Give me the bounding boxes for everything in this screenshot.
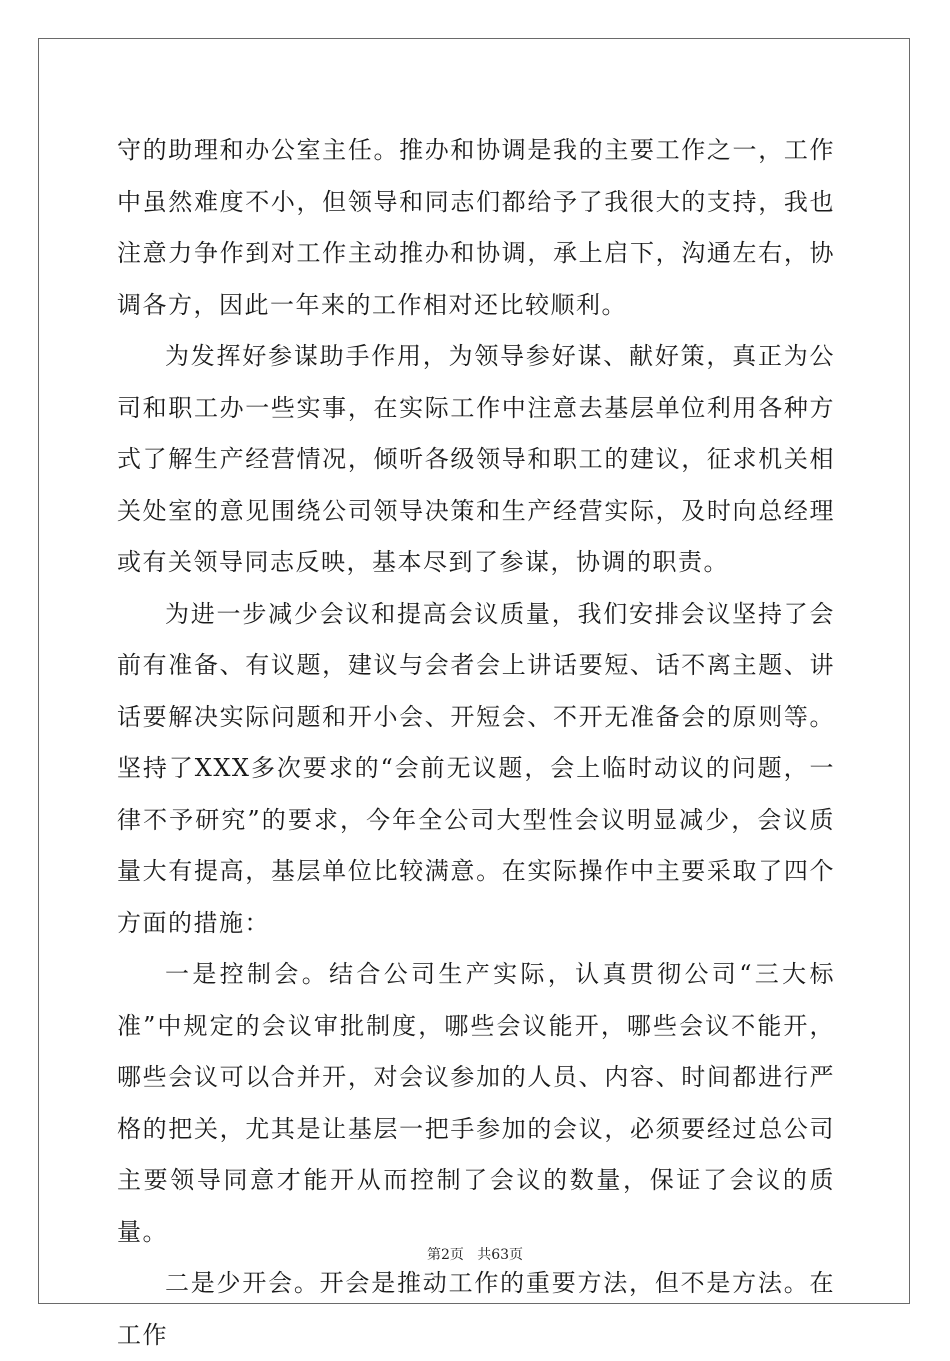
- paragraph-3: 为进一步减少会议和提高会议质量，我们安排会议坚持了会前有准备、有议题，建议与会者会上讲话要短、话不离主题、讲话要解决实际问题和开小会、开短会、不开无准备会的原则等。坚持了XXX多次要求的“会前无议题，会上临时动议的问题，一律不予研究”的要求，今年全公司大型性会议明显减少，会议质量大有提高，基层单位比较满意。在实际操作中主要采取了四个方面的措施：: [117, 599, 835, 937]
- paragraph-4: 一是控制会。结合公司生产实际，认真贯彻公司“三大标准”中规定的会议审批制度，哪些会议能开，哪些会议不能开，哪些会议可以合并开，对会议参加的人员、内容、时间都进行严格的把关，尤其是让基层一把手参加的会议，必须要经过总公司主要领导同意才能开从而控制了会议的数量，保证了会议的质量。: [117, 960, 835, 1246]
- paragraph-2: 为发挥好参谋助手作用，为领导参好谋、献好策，真正为公司和职工办一些实事，在实际工作中注意去基层单位利用各种方式了解生产经营情况，倾听各级领导和职工的建议，征求机关相关处室的意见围绕公司领导决策和生产经营实际，及时向总经理或有关领导同志反映，基本尽到了参谋，协调的职责。: [117, 342, 835, 576]
- page-number-footer: 第2页 共63页: [426, 1247, 524, 1263]
- document-body: [117, 125, 835, 1361]
- paragraph-5: 二是少开会。开会是推动工作的重要方法，但不是方法。在工作: [117, 1269, 835, 1349]
- paragraph-1: 守的助理和办公室主任。推办和协调是我的主要工作之一，工作中虽然难度不小，但领导和同志们都给予了我很大的支持，我也注意力争作到对工作主动推办和协调，承上启下，沟通左右，协调各方，因此一年来的工作相对还比较顺利。: [117, 136, 835, 319]
